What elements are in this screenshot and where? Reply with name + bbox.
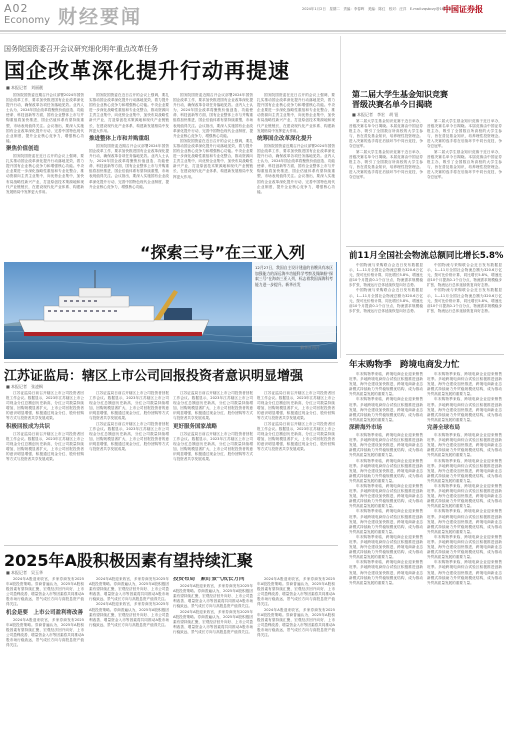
page-code: A02: [4, 2, 29, 15]
contest-body-col1: 第二届大学生基金知识竞赛于近日举办，晋级决赛名单今日揭晓。本届竞赛由中国证券报主办，吸引了全国数百所高校的大学生参与，旨在普及基金知识，培养理性投资理念。进入决赛的选手将在后续环节中同台竞技，争夺总冠军。 第二届大学生基金知识竞赛于近日举办，晋级决赛名单今日揭晓。本届竞赛由中国证券报主办，吸引了全国数百所高校的大学生参与，旨在普及基金知识，培养理性投资理念。进入决赛的选手将在后续环节中同台竞技，争夺总冠军。: [349, 119, 423, 180]
lead-subhead-1: 聚焦价值创造: [6, 145, 40, 152]
lead-subhead-2: 推进整体上市和并购重组: [89, 135, 150, 142]
jiangsu-headline: 江苏证监局：辖区上市公司回报投资者意识明显增强: [4, 369, 304, 384]
section-label: Economy: [4, 15, 51, 26]
masthead-logo: 中国证券报: [443, 4, 483, 14]
jiangsu-body-col1: 江苏证监局日前召开辖区上市公司投资者回报工作会议。数据显示，2023年江苏辖区上市公司现金分红总额创历史新高，分红公司数量持续增加，回购规模显著扩大，上市公司回报投资者的意识明显增强，积极通过现金分红、股份回购等方式与投资者共享发展成果。 积极回报成为共识 江苏证监局日前召开辖区上市公司投资者回报工作会议。数据显示，2023年江苏辖区上市公司现金分红总额创历史新高，分红公司数量持续增加，回购规模显著扩大，上市公司回报投资者的意识明显增强，积极通过现金分红、股份回购等方式与投资者共享发展成果。: [6, 391, 84, 462]
contest-headline-1: 第二届大学生基金知识竞赛: [352, 90, 448, 99]
yearend-body-col1: 年末购物季来临，跨境电商企业迎来销售旺季。多地跨境电商综合试验区积极推进创新发展，海外仓建设加快推进，跨境电商新业态新模式持续助力外贸稳规模优结构，成为推动外贸高质量发展的重要力量。 年末购物季来临，跨境电商企业迎来销售旺季。多地跨境电商综合试验区积极推进创新发展，海外仓建设加快推进，跨境电商新业态新模式持续助力外贸稳规模优结构，成为推动外贸高质量发展的重要力量。 深耕海外市场 年末购物季来临，跨境电商企业迎来销售旺季。多地跨境电商综合试验区积极推进创新发展，海外仓建设加快推进，跨境电商新业态新模式持续助力外贸稳规模优结构，成为推动外贸高质量发展的重要力量。 年末购物季来临，跨境电商企业迎来销售旺季。多地跨境电商综合试验区积极推进创新发展，海外仓建设加快推进，跨境电商新业态新模式持续助力外贸稳规模优结构，成为推动外贸高质量发展的重要力量。 年末购物季来临，跨境电商企业迎来销售旺季。多地跨境电商综合试验区积极推进创新发展，海外仓建设加快推进，跨境电商新业态新模式持续助力外贸稳规模优结构，成为推动外贸高质量发展的重要力量。 年末购物季来临，跨境电商企业迎来销售旺季。多地跨境电商综合试验区积极推进创新发展，海外仓建设加快推进，跨境电商新业态新模式持续助力外贸稳规模优结构，成为推动外贸高质量发展的重要力量。 年末购物季来临，跨境电商企业迎来销售旺季。多地跨境电商综合试验区积极推进创新发展，海外仓建设加快推进，跨境电商新业态新模式持续助力外贸稳规模优结构，成为推动外贸高质量发展的重要力量。 年末购物季来临，跨境电商企业迎来销售旺季。多地跨境电商综合试验区积极推进创新发展，海外仓建设加快推进，跨境电商新业态新模式持续助力外贸稳规模优结构，成为推动外贸高质量发展的重要力量。: [349, 372, 423, 585]
yearend-subhead-2: 完善全球布局: [427, 424, 461, 431]
lead-body-col3: 国务院国资委近期召开会议部署2024年国资国企改革工作，要求加快推进国有企业改革深化提升行动，确保改革各项任务落地见效。业内人士认为，2024年国企改革将聚焦价值创造、功能使命、科技创新等方面，国有企业整体上市与并购重组将加快推进，国企估值体系有望持续重塑，市场表现值得关注。会议指出，要深入实施国有企业改革深化提升行动，完善中国特色现代企业制度，提升企业核心竞争力，增强核心功能。 国务院国资委在近日召开的会议上强调，要扎实推动国企改革深化提升行动落地见效，着力提升国有企业核心竞争力和增强核心功能。中央企业要进一步深化战略性重组和专业化整合，推动资源向主责主业集中，向优势企业集中，加快布局战略性新兴产业，打造原创技术策源地和现代产业链链长，在建设现代化产业体系、构建新发展格局中发挥更大作用。: [173, 93, 253, 179]
yearend-headline: 年末购物季 跨境电商发力忙: [349, 360, 460, 370]
section-rule: [4, 545, 338, 546]
lead-headline: 国企改革深化提升行动再提速: [4, 59, 290, 83]
jiangsu-body-col3: 江苏证监局日前召开辖区上市公司投资者回报工作会议。数据显示，2023年江苏辖区上市公司现金分红总额创历史新高，分红公司数量持续增加，回购规模显著扩大，上市公司回报投资者的意识明显增强，积极通过现金分红、股份回购等方式与投资者共享发展成果。 更好服务国家战略 江苏证监局日前召开辖区上市公司投资者回报工作会议。数据显示，2023年江苏辖区上市公司现金分红总额创历史新高，分红公司数量持续增加，回购规模显著扩大，上市公司回报投资者的意识明显增强，积极通过现金分红、股份回购等方式与投资者共享发展成果。: [173, 391, 253, 462]
lead-body-col4: 国务院国资委在近日召开的会议上强调，要扎实推动国企改革深化提升行动落地见效，着力提升国有企业核心竞争力和增强核心功能。中央企业要进一步深化战略性重组和专业化整合，推动资源向主责主业集中，向优势企业集中，加快布局战略性新兴产业，打造原创技术策源地和现代产业链链长，在建设现代化产业体系、构建新发展格局中发挥更大作用。 统筹国企改革深化提升 国务院国资委近期召开会议部署2024年国资国企改革工作，要求加快推进国有企业改革深化提升行动，确保改革各项任务落地见效。业内人士认为，2024年国企改革将聚焦价值创造、功能使命、科技创新等方面，国有企业整体上市与并购重组将加快推进，国企估值体系有望持续重塑，市场表现值得关注。会议指出，要深入实施国有企业改革深化提升行动，完善中国特色现代企业制度，提升企业核心竞争力，增强核心功能。: [257, 93, 335, 194]
jiangsu-byline: ■ 本报记者 张凌枫: [6, 384, 44, 389]
header-rule: [0, 30, 506, 32]
lead-subhead-3: 统筹国企改革深化提升: [257, 135, 313, 142]
ashare-body-col3: 投资布局 紧盯景气成长方向 2024年A股迎来收官，多家券商发布2025年A股投资策略。券商普遍认为，2025年A股积极因素有望持续汇聚，宏观经济回升向好、上市公司盈利改善、增量资金入市等因素将共同推动A股市场行稳致远，景气成长方向与高股息资产值得关注。 2024年A股迎来收官，多家券商发布2025年A股投资策略。券商普遍认为，2025年A股积极因素有望持续汇聚，宏观经济回升向好、上市公司盈利改善、增量资金入市等因素将共同推动A股市场行稳致远，景气成长方向与高股息资产值得关注。: [173, 577, 253, 634]
section-rule: [4, 362, 338, 363]
lead-byline: ■ 本报记者 刘丽靓: [6, 85, 44, 90]
section-rule: [346, 246, 504, 247]
yearend-body-col2: 年末购物季来临，跨境电商企业迎来销售旺季。多地跨境电商综合试验区积极推进创新发展，海外仓建设加快推进，跨境电商新业态新模式持续助力外贸稳规模优结构，成为推动外贸高质量发展的重要力量。 年末购物季来临，跨境电商企业迎来销售旺季。多地跨境电商综合试验区积极推进创新发展，海外仓建设加快推进，跨境电商新业态新模式持续助力外贸稳规模优结构，成为推动外贸高质量发展的重要力量。 完善全球布局 年末购物季来临，跨境电商企业迎来销售旺季。多地跨境电商综合试验区积极推进创新发展，海外仓建设加快推进，跨境电商新业态新模式持续助力外贸稳规模优结构，成为推动外贸高质量发展的重要力量。 年末购物季来临，跨境电商企业迎来销售旺季。多地跨境电商综合试验区积极推进创新发展，海外仓建设加快推进，跨境电商新业态新模式持续助力外贸稳规模优结构，成为推动外贸高质量发展的重要力量。 年末购物季来临，跨境电商企业迎来销售旺季。多地跨境电商综合试验区积极推进创新发展，海外仓建设加快推进，跨境电商新业态新模式持续助力外贸稳规模优结构，成为推动外贸高质量发展的重要力量。 年末购物季来临，跨境电商企业迎来销售旺季。多地跨境电商综合试验区积极推进创新发展，海外仓建设加快推进，跨境电商新业态新模式持续助力外贸稳规模优结构，成为推动外贸高质量发展的重要力量。 年末购物季来临，跨境电商企业迎来销售旺季。多地跨境电商综合试验区积极推进创新发展，海外仓建设加快推进，跨境电商新业态新模式持续助力外贸稳规模优结构，成为推动外贸高质量发展的重要力量。 年末购物季来临，跨境电商企业迎来销售旺季。多地跨境电商综合试验区积极推进创新发展，海外仓建设加快推进，跨境电商新业态新模式持续助力外贸稳规模优结构，成为推动外贸高质量发展的重要力量。: [427, 372, 502, 585]
contest-byline: ■ 本报记者 李宏 胡 钮: [352, 112, 399, 117]
jiangsu-subhead-1: 积极回报成为共识: [6, 423, 51, 430]
lead-kicker: 国务院国资委召开会议研究细化明年重点改革任务: [4, 45, 158, 53]
logistics-body-col2: 中国物流与采购联合会近日发布数据显示，1—11月全国社会物流总额为320.6万亿元，按可比价格计算，同比增长5.8%，增速比前10个月提高0.1个百分点，物流需求规模稳步扩张，物流运行总体延续恢复向好态势。 中国物流与采购联合会近日发布数据显示，1—11月全国社会物流总额为320.6万亿元，按可比价格计算，同比增长5.8%，增速比前10个月提高0.1个百分点，物流需求规模稳步扩张，物流运行总体延续恢复向好态势。: [427, 263, 502, 313]
ashare-subhead-1: 机会是要 上市公司盈利将改善: [6, 609, 84, 616]
ashare-body-col2: 2024年A股迎来收官，多家券商发布2025年A股投资策略。券商普遍认为，2025年A股积极因素有望持续汇聚，宏观经济回升向好、上市公司盈利改善、增量资金入市等因素将共同推动A股市场行稳致远，景气成长方向与高股息资产值得关注。 2024年A股迎来收官，多家券商发布2025年A股投资策略。券商普遍认为，2025年A股积极因素有望持续汇聚，宏观经济回升向好、上市公司盈利改善、增量资金入市等因素将共同推动A股市场行稳致远，景气成长方向与高股息资产值得关注。: [89, 577, 169, 627]
ashare-body-col1: 2024年A股迎来收官，多家券商发布2025年A股投资策略。券商普遍认为，2025年A股积极因素有望持续汇聚，宏观经济回升向好、上市公司盈利改善、增量资金入市等因素将共同推动A股市场行稳致远，景气成长方向与高股息资产值得关注。 机会是要 上市公司盈利将改善 2024年A股迎来收官，多家券商发布2025年A股投资策略。券商普遍认为，2025年A股积极因素有望持续汇聚，宏观经济回升向好、上市公司盈利改善、增量资金入市等因素将共同推动A股市场行稳致远，景气成长方向与高股息资产值得关注。: [6, 577, 84, 648]
logistics-body-col1: 中国物流与采购联合会近日发布数据显示，1—11月全国社会物流总额为320.6万亿元，按可比价格计算，同比增长5.8%，增速比前10个月提高0.1个百分点，物流需求规模稳步扩张，物流运行总体延续恢复向好态势。 中国物流与采购联合会近日发布数据显示，1—11月全国社会物流总额为320.6万亿元，按可比价格计算，同比增长5.8%，增速比前10个月提高0.1个百分点，物流需求规模稳步扩张，物流运行总体延续恢复向好态势。: [349, 263, 423, 313]
lead-body-col2: 国务院国资委在近日召开的会议上强调，要扎实推动国企改革深化提升行动落地见效，着力提升国有企业核心竞争力和增强核心功能。中央企业要进一步深化战略性重组和专业化整合，推动资源向主责主业集中，向优势企业集中，加快布局战略性新兴产业，打造原创技术策源地和现代产业链链长，在建设现代化产业体系、构建新发展格局中发挥更大作用。 推进整体上市和并购重组 国务院国资委近期召开会议部署2024年国资国企改革工作，要求加快推进国有企业改革深化提升行动，确保改革各项任务落地见效。业内人士认为，2024年国企改革将聚焦价值创造、功能使命、科技创新等方面，国有企业整体上市与并购重组将加快推进，国企估值体系有望持续重塑，市场表现值得关注。会议指出，要深入实施国有企业改革深化提升行动，完善中国特色现代企业制度，提升企业核心竞争力，增强核心功能。: [89, 93, 169, 189]
ashare-body-col4: 2024年A股迎来收官，多家券商发布2025年A股投资策略。券商普遍认为，2025年A股积极因素有望持续汇聚，宏观经济回升向好、上市公司盈利改善、增量资金入市等因素将共同推动A股市场行稳致远，景气成长方向与高股息资产值得关注。 2024年A股迎来收官，多家券商发布2025年A股投资策略。券商普遍认为，2025年A股积极因素有望持续汇聚，宏观经济回升向好、上市公司盈利改善、增量资金入市等因素将共同推动A股市场行稳致远，景气成长方向与高股息资产值得关注。: [257, 577, 335, 638]
photo-source: 新华社图片: [300, 345, 320, 350]
ashare-headline: 2025年A股积极因素有望持续汇聚: [4, 551, 253, 570]
lead-body-col1: 国务院国资委近期召开会议部署2024年国资国企改革工作，要求加快推进国有企业改革深化提升行动，确保改革各项任务落地见效。业内人士认为，2024年国企改革将聚焦价值创造、功能使命、科技创新等方面，国有企业整体上市与并购重组将加快推进，国企估值体系有望持续重塑，市场表现值得关注。会议指出，要深入实施国有企业改革深化提升行动，完善中国特色现代企业制度，提升企业核心竞争力，增强核心功能。 聚焦价值创造 国务院国资委在近日召开的会议上强调，要扎实推动国企改革深化提升行动落地见效，着力提升国有企业核心竞争力和增强核心功能。中央企业要进一步深化战略性重组和专业化整合，推动资源向主责主业集中，向优势企业集中，加快布局战略性新兴产业，打造原创技术策源地和现代产业链链长，在建设现代化产业体系、构建新发展格局中发挥更大作用。: [6, 93, 84, 194]
logistics-headline: 前11月全国社会物流总额同比增长5.8%: [349, 251, 504, 261]
ashare-subhead-2: 投资布局 紧盯景气成长方向: [173, 577, 245, 582]
contest-headline-2: 晋级决赛名单今日揭晓: [352, 100, 432, 109]
jiangsu-subhead-2: 更好服务国家战略: [173, 423, 218, 430]
jiangsu-body-col2: 江苏证监局日前召开辖区上市公司投资者回报工作会议。数据显示，2023年江苏辖区上市公司现金分红总额创历史新高，分红公司数量持续增加，回购规模显著扩大，上市公司回报投资者的意识明显增强，积极通过现金分红、股份回购等方式与投资者共享发展成果。 江苏证监局日前召开辖区上市公司投资者回报工作会议。数据显示，2023年江苏辖区上市公司现金分红总额创历史新高，分红公司数量持续增加，回购规模显著扩大，上市公司回报投资者的意识明显增强，积极通过现金分红、股份回购等方式与投资者共享发展成果。: [89, 391, 169, 452]
section-title: 财经要闻: [58, 6, 143, 28]
issue-meta: 2024年1月2日 星期二 责编：李春晖 美编：陈红 校对：汪洋 E-mail:zqsbczy@163.com: [302, 7, 455, 11]
section-header: [4, 2, 50, 26]
photo-caption: 12月27日，我国自主设计建造的首艘具有冰区加强能力的深远海多功能科学考察及保障船“探索三号”在海南三亚入列，标志着我国深海科考能力进一步提升。新华社发: [252, 262, 336, 342]
tansuo-headline: “探索三号”在三亚入列: [140, 243, 306, 262]
column-divider: [340, 36, 341, 358]
section-rule: [346, 354, 504, 355]
jiangsu-body-col4: 江苏证监局日前召开辖区上市公司投资者回报工作会议。数据显示，2023年江苏辖区上市公司现金分红总额创历史新高，分红公司数量持续增加，回购规模显著扩大，上市公司回报投资者的意识明显增强，积极通过现金分红、股份回购等方式与投资者共享发展成果。 江苏证监局日前召开辖区上市公司投资者回报工作会议。数据显示，2023年江苏辖区上市公司现金分红总额创历史新高，分红公司数量持续增加，回购规模显著扩大，上市公司回报投资者的意识明显增强，积极通过现金分红、股份回购等方式与投资者共享发展成果。: [257, 391, 335, 452]
yearend-subhead-1: 深耕海外市场: [349, 424, 383, 431]
ashare-byline: ■ 本报记者 吴玉华: [6, 570, 44, 575]
header-rule-thin: [0, 33, 506, 34]
contest-body-col2: 第二届大学生基金知识竞赛于近日举办，晋级决赛名单今日揭晓。本届竞赛由中国证券报主办，吸引了全国数百所高校的大学生参与，旨在普及基金知识，培养理性投资理念。进入决赛的选手将在后续环节中同台竞技，争夺总冠军。 第二届大学生基金知识竞赛于近日举办，晋级决赛名单今日揭晓。本届竞赛由中国证券报主办，吸引了全国数百所高校的大学生参与，旨在普及基金知识，培养理性投资理念。进入决赛的选手将在后续环节中同台竞技，争夺总冠军。: [427, 119, 502, 180]
